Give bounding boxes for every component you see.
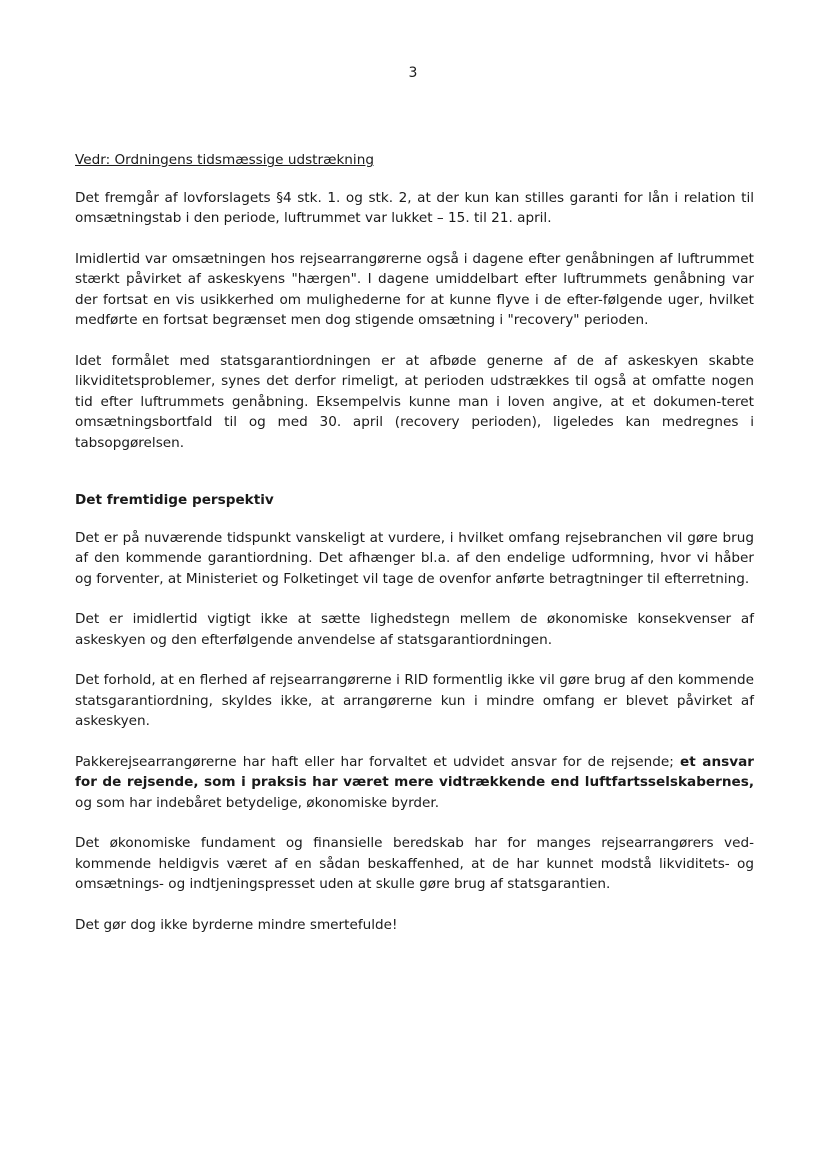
paragraph: Det er imidlertid vigtigt ikke at sætte lighedstegn mellem de økonomiske konsekvenser af askeskyen og den efterfølgende anvendelse af statsgarantiordningen. bbox=[75, 611, 754, 648]
paragraph-with-emphasis bbox=[75, 752, 754, 814]
document-body bbox=[75, 150, 754, 935]
page-number: 3 bbox=[408, 65, 418, 81]
emphasis-text: et ansvar for de rejsende, som i praksis har været mere vidtrækkende end luftfartsselskabernes, bbox=[75, 753, 754, 790]
closing-remark: Det gør dog ikke byrderne mindre smertefulde! bbox=[75, 916, 398, 933]
paragraph: Idet formålet med statsgarantiordningen er at afbøde generne af de af askeskyen skabte likviditetsproblemer, synes det derfor rimeligt, at perioden udstrækkes til også at omfatte nogen tid efter luftrummets genåbning. Eksempelvis kunne man i loven angive, at et dokumen-teret omsætningsbortfald til og med 30. april (recovery perioden), ligeledes kan medregnes i tabsopgørelsen. bbox=[75, 352, 754, 451]
section-title-timeframe: Vedr: Ordningens tidsmæssige udstrækning bbox=[75, 152, 374, 168]
paragraph: Det økonomiske fundament og finansielle beredskab har for manges rejsearrangørers ved-kommende heldigvis været af en sådan beskaffenhed, at de har kunnet modstå likviditets- og omsætnings- og indtjeningspresset uden at skulle gøre brug af statsgarantien. bbox=[75, 835, 754, 892]
paragraph: Det er på nuværende tidspunkt vanskeligt at vurdere, i hvilket omfang rejsebranchen vil gøre brug af den kommende garantiordning. Det afhænger bl.a. af den endelige udformning, hvor vi håber og forventer, at Ministeriet og Folketinget vil tage de ovenfor anførte betragtninger til efterretning. bbox=[75, 529, 754, 587]
paragraph: Det forhold, at en flerhed af rejsearrangørerne i RID formentlig ikke vil gøre brug af den kommende statsgarantiordning, skyldes ikke, at arrangørerne kun i mindre omfang er blevet påvirket af askeskyen. bbox=[75, 672, 754, 729]
paragraph: Det fremgår af lovforslagets §4 stk. 1. og stk. 2, at der kun kan stilles garanti for lån i relation til omsætningstab i den periode, luftrummet var lukket – 15. til 21. april. bbox=[75, 189, 754, 226]
paragraph: Imidlertid var omsætningen hos rejsearrangørerne også i dagene efter genåbningen af luftrummet stærkt påvirket af askeskyens "hærgen". I dagene umiddelbart efter luftrummets genåbning var der fortsat en vis usikkerhed om mulighederne for at kunne flyve i de efter-følgende uger, hvilket medførte en fortsat begrænset men dog stigende omsætning i "recovery" perioden. bbox=[75, 250, 754, 328]
paragraph-text: Pakkerejsearrangørerne har haft eller har forvaltet et udvidet ansvar for de rejsende; bbox=[75, 753, 674, 770]
section-title-future: Det fremtidige perspektiv bbox=[75, 492, 274, 508]
paragraph-text: og som har indebåret betydelige, økonomiske byrder. bbox=[75, 794, 440, 811]
